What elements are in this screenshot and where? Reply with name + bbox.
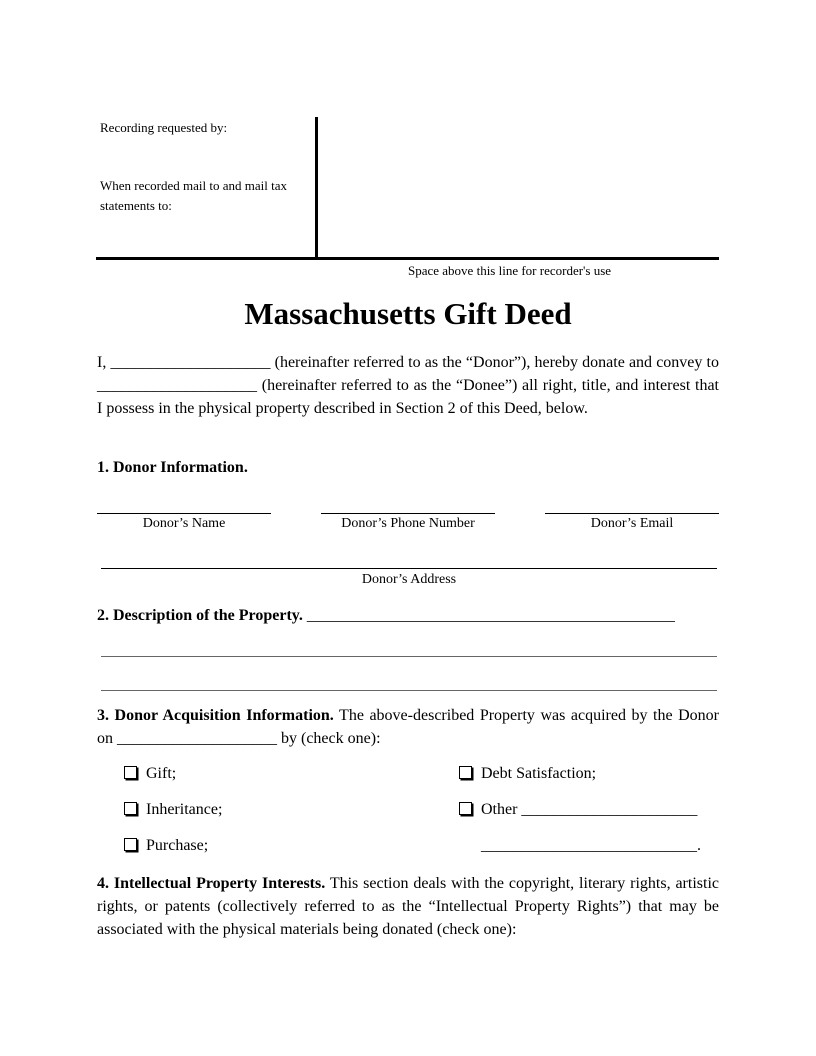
section4-paragraph: [97, 872, 719, 941]
section2-heading: 2. Description of the Property.: [97, 607, 303, 624]
recording-divider-vertical: [315, 117, 318, 259]
mail-to-label-line2: statements to:: [100, 198, 172, 213]
donor-name-line: [97, 513, 271, 514]
option-other[interactable]: [459, 800, 697, 820]
document-title: Massachusetts Gift Deed: [244, 296, 572, 331]
checkbox-icon[interactable]: [459, 802, 472, 815]
section3-paragraph: [97, 704, 719, 750]
recorder-space-line: [96, 257, 719, 260]
section4-text: This section deals with the copyright, literary rights, artistic rights, or patents (collectively referred to as the “Intellectual Property Rights”) that may be associated with the physical materials being donated (check one):: [97, 875, 719, 938]
donor-email-caption: Donor’s Email: [590, 516, 674, 531]
option-debt-label: Debt Satisfaction;: [481, 765, 597, 782]
option-other-label: Other ______________________: [481, 801, 698, 818]
option-gift-label: Gift;: [146, 765, 177, 782]
option-purchase[interactable]: [124, 836, 208, 856]
intro-paragraph: I, ____________________ (hereinafter referred to as the “Donor”), hereby donate and convey to ____________________ (hereinafter referred to as the “Donee”) all right, title, and interest that I possess in the physical property described in Section 2 of this Deed, below.: [97, 354, 719, 417]
option-inheritance[interactable]: [124, 800, 222, 820]
donor-name-caption: Donor’s Name: [142, 516, 226, 531]
checkbox-icon[interactable]: [124, 838, 137, 851]
section3-text: The above-described Property was acquired by the Donor on ____________________ by (check one):: [97, 707, 719, 747]
donor-phone-caption: Donor’s Phone Number: [341, 516, 475, 531]
checkbox-icon[interactable]: [124, 766, 137, 779]
option-inheritance-label: Inheritance;: [146, 801, 223, 818]
donor-address-caption: Donor’s Address: [361, 572, 457, 587]
recording-requested-by-label: Recording requested by:: [100, 120, 228, 135]
option-debt-satisfaction[interactable]: [459, 764, 596, 784]
donor-phone-line: [321, 513, 495, 514]
section3-heading: 3. Donor Acquisition Information.: [97, 707, 334, 724]
recorder-space-note: Space above this line for recorder's use: [408, 263, 612, 278]
checkbox-icon[interactable]: [124, 802, 137, 815]
property-description-line-1: [101, 656, 717, 657]
donor-address-line: [101, 568, 717, 569]
checkbox-icon[interactable]: [459, 766, 472, 779]
section2-line: [97, 604, 719, 627]
option-other-continuation: ___________________________.: [481, 837, 701, 854]
donor-email-line: [545, 513, 719, 514]
mail-to-label-line1: When recorded mail to and mail tax: [100, 178, 287, 193]
property-description-line-2: [101, 690, 717, 691]
option-purchase-label: Purchase;: [146, 837, 209, 854]
option-gift[interactable]: [124, 764, 176, 784]
section1-heading: 1. Donor Information.: [97, 459, 248, 476]
section2-blank: ______________________________________________: [306, 607, 675, 624]
section4-heading: 4. Intellectual Property Interests.: [97, 875, 326, 892]
